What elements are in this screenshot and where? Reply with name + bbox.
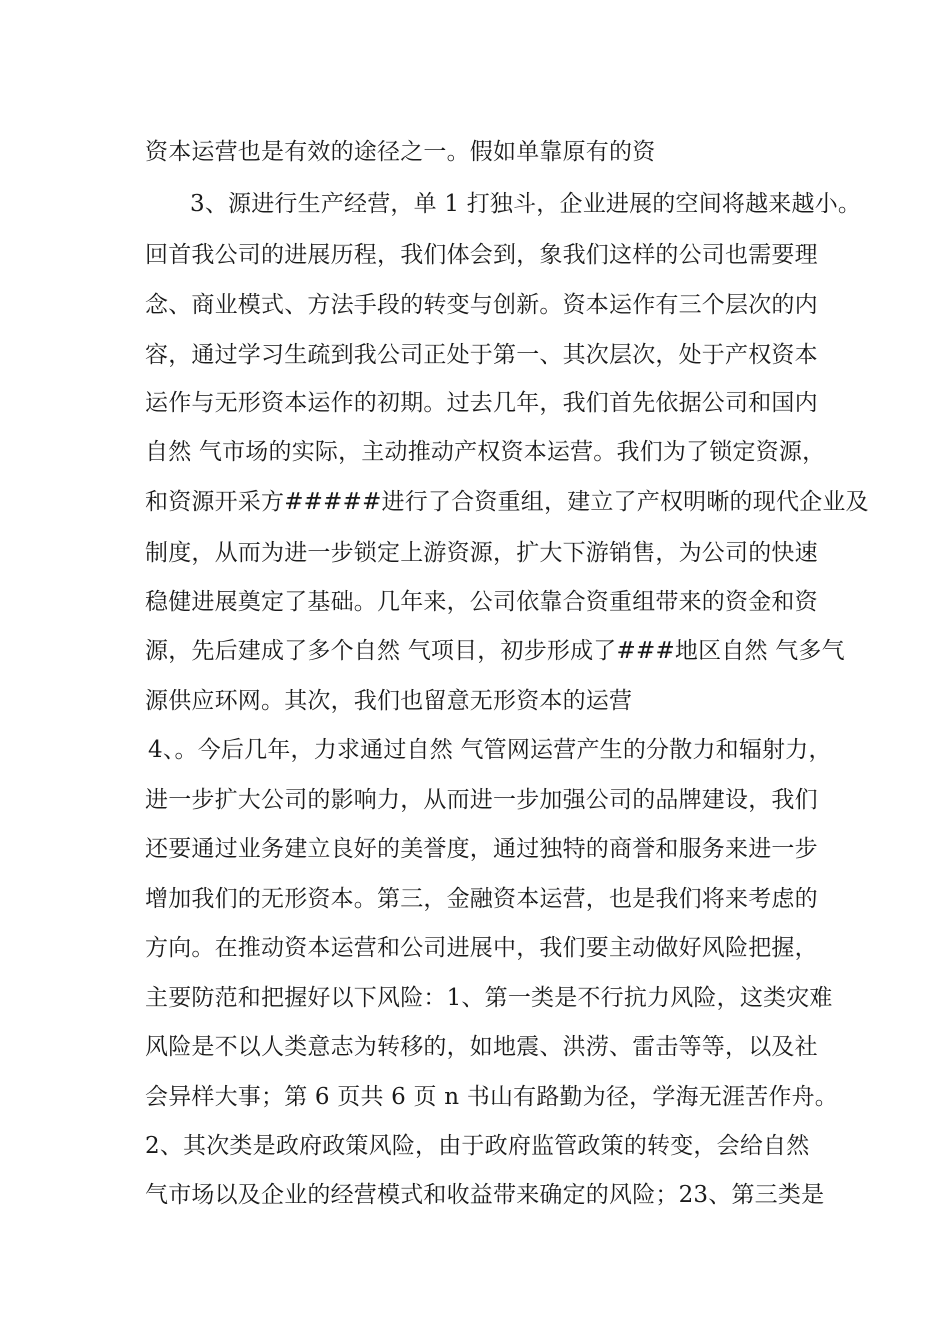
text-line-17: 方向。在推动资本运营和公司进展中，我们要主动做好风险把握， xyxy=(145,935,818,961)
text-line-21: 2、其次类是政府政策风险，由于政府监管政策的转变，会给自然 xyxy=(145,1133,810,1159)
text-line-14: 进一步扩大公司的影响力，从而进一步加强公司的品牌建设，我们 xyxy=(145,787,818,813)
text-line-5: 容，通过学习生疏到我公司正处于第一、其次层次，处于产权资本 xyxy=(145,342,818,368)
text-line-12: 源供应环网。其次，我们也留意无形资本的运营 xyxy=(145,688,633,714)
text-line-20: 会异样大事；第 6 页共 6 页 n 书山有路勤为径，学海无涯苦作舟。 xyxy=(145,1084,838,1110)
text-line-13: 4、。今后几年，力求通过自然 气管网运营产生的分散力和辐射力， xyxy=(148,737,832,763)
text-line-2: 3、源进行生产经营，单 1 打独斗，企业进展的空间将越来越小。 xyxy=(190,191,862,217)
text-line-22: 气市场以及企业的经营模式和收益带来确定的风险；23、第三类是 xyxy=(145,1182,825,1208)
text-line-19: 风险是不以人类意志为转移的，如地震、洪涝、雷击等等，以及社 xyxy=(145,1034,818,1060)
text-line-16: 增加我们的无形资本。第三，金融资本运营，也是我们将来考虑的 xyxy=(145,886,818,912)
text-line-11: 源，先后建成了多个自然 气项目，初步形成了###地区自然 气多气 xyxy=(145,638,845,664)
text-line-9: 制度，从而为进一步锁定上游资源，扩大下游销售，为公司的快速 xyxy=(145,540,818,566)
text-line-10: 稳健进展奠定了基础。几年来，公司依靠合资重组带来的资金和资 xyxy=(145,589,818,615)
text-line-7: 自然 气市场的实际，主动推动产权资本运营。我们为了锁定资源， xyxy=(145,439,826,465)
text-line-4: 念、商业模式、方法手段的转变与创新。资本运作有三个层次的内 xyxy=(145,292,818,318)
text-line-8: 和资源开采方#####进行了合资重组，建立了产权明晰的现代企业及 xyxy=(145,489,869,515)
text-line-1: 资本运营也是有效的途径之一。假如单靠原有的资 xyxy=(145,139,656,165)
text-line-3: 回首我公司的进展历程，我们体会到，象我们这样的公司也需要理 xyxy=(145,242,818,268)
text-line-15: 还要通过业务建立良好的美誉度，通过独特的商誉和服务来进一步 xyxy=(145,836,818,862)
text-line-6: 运作与无形资本运作的初期。过去几年，我们首先依据公司和国内 xyxy=(145,390,818,416)
text-line-18: 主要防范和把握好以下风险：1、第一类是不行抗力风险，这类灾难 xyxy=(145,985,833,1011)
